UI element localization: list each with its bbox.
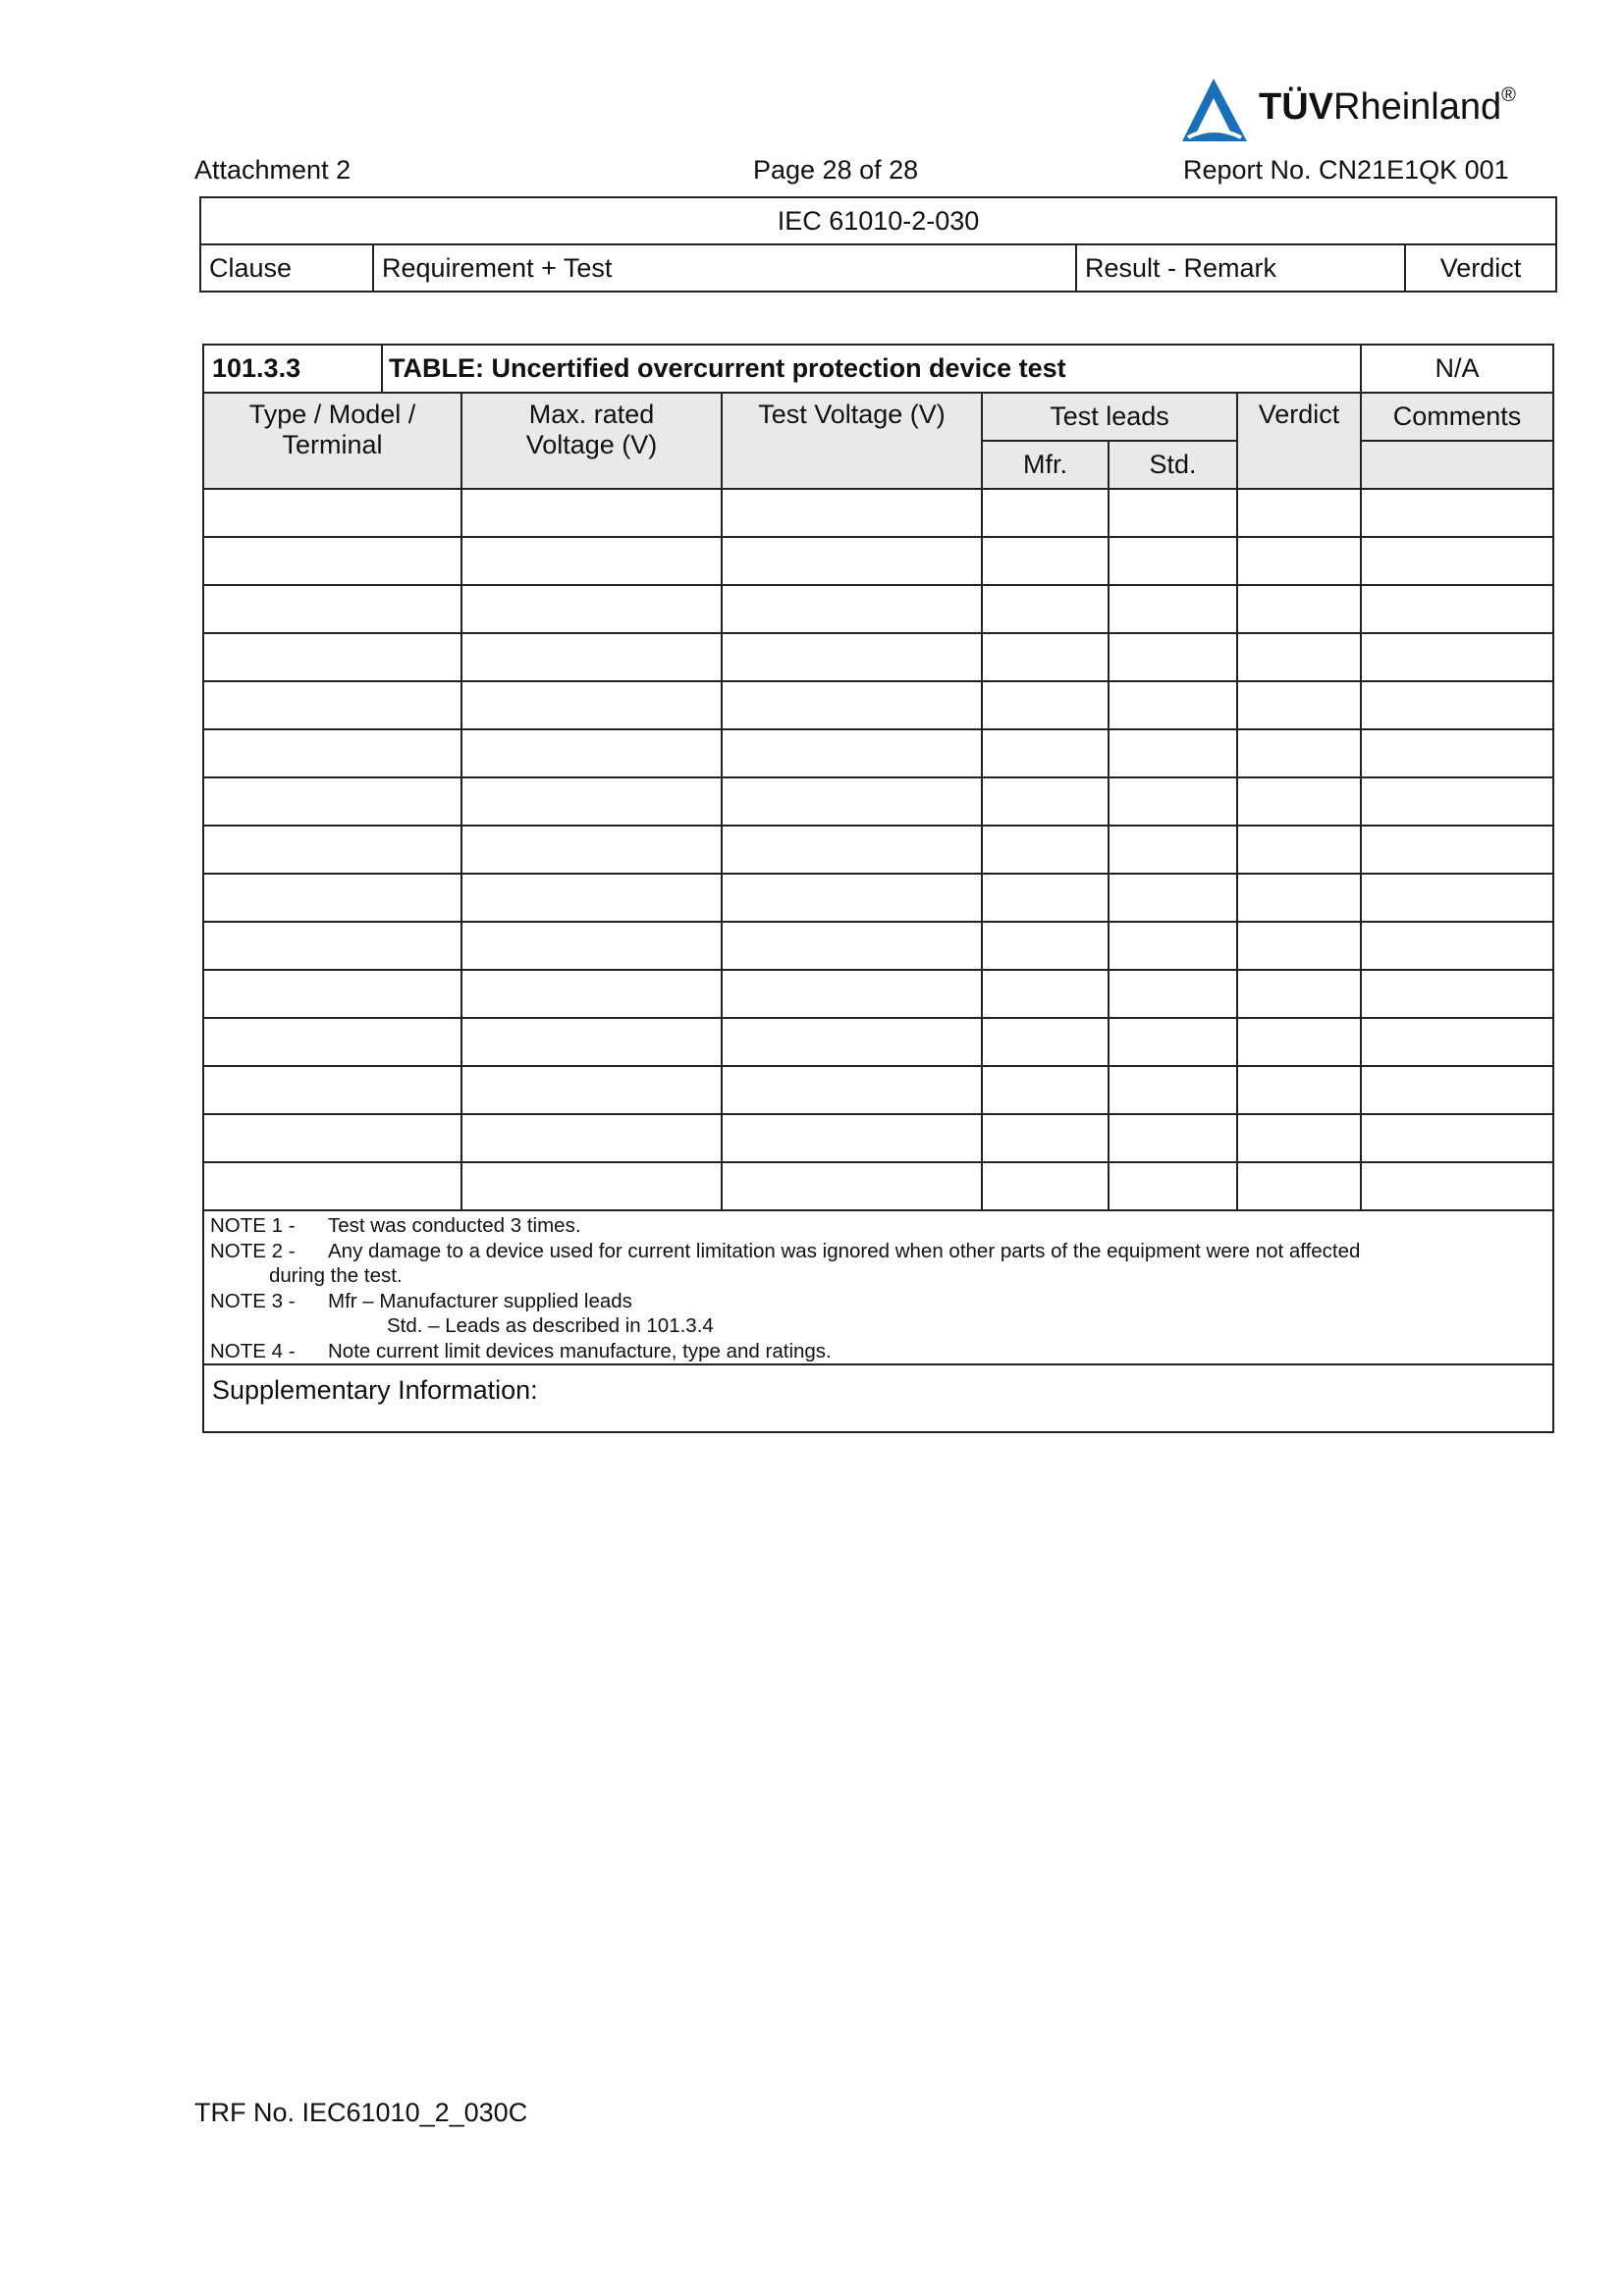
cell-max-voltage — [461, 537, 722, 585]
cell-test-voltage — [722, 585, 982, 633]
cell-verdict — [1237, 970, 1361, 1018]
cell-type — [203, 681, 461, 729]
cell-test-voltage — [722, 537, 982, 585]
cell-type — [203, 585, 461, 633]
cell-test-voltage — [722, 1018, 982, 1066]
cell-type — [203, 826, 461, 874]
table-row — [203, 1162, 1553, 1210]
cell-std — [1109, 729, 1237, 777]
table-row — [203, 874, 1553, 922]
cell-std — [1109, 1066, 1237, 1114]
cell-verdict — [1237, 826, 1361, 874]
col-verdict: Verdict — [1405, 244, 1556, 292]
cell-max-voltage — [461, 585, 722, 633]
cell-type — [203, 537, 461, 585]
cell-type — [203, 970, 461, 1018]
cell-std — [1109, 826, 1237, 874]
table-row — [203, 922, 1553, 970]
table-row — [203, 1018, 1553, 1066]
table-row — [203, 970, 1553, 1018]
cell-comments — [1361, 1018, 1553, 1066]
cell-test-voltage — [722, 681, 982, 729]
col-result: Result - Remark — [1076, 244, 1405, 292]
cell-verdict — [1237, 1162, 1361, 1210]
clause-number: 101.3.3 — [203, 345, 382, 393]
table-row — [203, 633, 1553, 681]
cell-type — [203, 1162, 461, 1210]
cell-verdict — [1237, 489, 1361, 537]
cell-type — [203, 1066, 461, 1114]
table-row — [203, 826, 1553, 874]
cell-max-voltage — [461, 729, 722, 777]
cell-test-voltage — [722, 874, 982, 922]
cell-mfr — [982, 1162, 1109, 1210]
cell-std — [1109, 585, 1237, 633]
cell-comments — [1361, 729, 1553, 777]
cell-std — [1109, 633, 1237, 681]
col-test-voltage: Test Voltage (V) — [722, 393, 982, 489]
page-number: Page 28 of 28 — [753, 155, 919, 185]
col-clause: Clause — [200, 244, 373, 292]
note-1: NOTE 1 - Test was conducted 3 times. — [210, 1214, 581, 1237]
standard-header-table — [199, 196, 1557, 293]
table-row — [203, 489, 1553, 537]
cell-mfr — [982, 1066, 1109, 1114]
col-type-model: Type / Model / Terminal — [203, 393, 461, 489]
col-std: Std. — [1109, 441, 1237, 489]
cell-type — [203, 1018, 461, 1066]
cell-max-voltage — [461, 633, 722, 681]
cell-mfr — [982, 970, 1109, 1018]
note-2-cont: during the test. — [269, 1264, 403, 1287]
cell-verdict — [1237, 681, 1361, 729]
cell-std — [1109, 922, 1237, 970]
cell-max-voltage — [461, 826, 722, 874]
table-verdict: N/A — [1361, 345, 1553, 393]
cell-verdict — [1237, 729, 1361, 777]
note-3: NOTE 3 - Mfr – Manufacturer supplied leads — [210, 1289, 632, 1312]
cell-std — [1109, 537, 1237, 585]
cell-std — [1109, 777, 1237, 826]
cell-mfr — [982, 1018, 1109, 1066]
col-comments-sub — [1361, 441, 1553, 489]
cell-max-voltage — [461, 777, 722, 826]
cell-test-voltage — [722, 1162, 982, 1210]
cell-max-voltage — [461, 1114, 722, 1162]
cell-mfr — [982, 874, 1109, 922]
cell-type — [203, 633, 461, 681]
cell-comments — [1361, 970, 1553, 1018]
col-max-voltage: Max. rated Voltage (V) — [461, 393, 722, 489]
cell-std — [1109, 489, 1237, 537]
table-row — [203, 729, 1553, 777]
table-row — [203, 681, 1553, 729]
cell-comments — [1361, 1114, 1553, 1162]
cell-comments — [1361, 633, 1553, 681]
cell-test-voltage — [722, 922, 982, 970]
cell-verdict — [1237, 1114, 1361, 1162]
cell-comments — [1361, 874, 1553, 922]
cell-comments — [1361, 922, 1553, 970]
cell-verdict — [1237, 1066, 1361, 1114]
cell-comments — [1361, 826, 1553, 874]
cell-type — [203, 489, 461, 537]
cell-test-voltage — [722, 1114, 982, 1162]
cell-comments — [1361, 489, 1553, 537]
cell-type — [203, 777, 461, 826]
col-verdict: Verdict — [1237, 393, 1361, 489]
cell-mfr — [982, 633, 1109, 681]
cell-test-voltage — [722, 970, 982, 1018]
cell-std — [1109, 874, 1237, 922]
cell-std — [1109, 970, 1237, 1018]
cell-max-voltage — [461, 489, 722, 537]
cell-max-voltage — [461, 1018, 722, 1066]
triangle-logo-icon — [1178, 77, 1249, 145]
cell-mfr — [982, 826, 1109, 874]
cell-max-voltage — [461, 1066, 722, 1114]
cell-mfr — [982, 537, 1109, 585]
note-4: NOTE 4 - Note current limit devices manufacture, type and ratings. — [210, 1339, 832, 1362]
cell-comments — [1361, 585, 1553, 633]
report-number: Report No. CN21E1QK 001 — [1183, 155, 1509, 185]
cell-test-voltage — [722, 826, 982, 874]
table-title: TABLE: Uncertified overcurrent protection device test — [382, 345, 1361, 393]
cell-std — [1109, 1018, 1237, 1066]
cell-test-voltage — [722, 1066, 982, 1114]
cell-verdict — [1237, 777, 1361, 826]
supplementary-information: Supplementary Information: — [203, 1364, 1553, 1432]
table-row — [203, 1066, 1553, 1114]
cell-comments — [1361, 1162, 1553, 1210]
cell-test-voltage — [722, 777, 982, 826]
cell-mfr — [982, 489, 1109, 537]
cell-comments — [1361, 777, 1553, 826]
notes-block — [203, 1210, 1553, 1364]
trf-number: TRF No. IEC61010_2_030C — [194, 2098, 528, 2127]
cell-mfr — [982, 585, 1109, 633]
cell-verdict — [1237, 874, 1361, 922]
cell-std — [1109, 1162, 1237, 1210]
cell-max-voltage — [461, 874, 722, 922]
col-test-leads: Test leads — [982, 393, 1237, 441]
col-comments: Comments — [1361, 393, 1553, 441]
table-row — [203, 537, 1553, 585]
cell-test-voltage — [722, 729, 982, 777]
cell-verdict — [1237, 537, 1361, 585]
cell-mfr — [982, 729, 1109, 777]
table-row — [203, 1114, 1553, 1162]
cell-verdict — [1237, 922, 1361, 970]
logo-wordmark: TÜVRheinland® — [1259, 84, 1516, 128]
cell-comments — [1361, 537, 1553, 585]
cell-test-voltage — [722, 489, 982, 537]
cell-mfr — [982, 922, 1109, 970]
attachment-label: Attachment 2 — [194, 155, 352, 185]
cell-std — [1109, 681, 1237, 729]
cell-type — [203, 729, 461, 777]
cell-max-voltage — [461, 970, 722, 1018]
cell-type — [203, 922, 461, 970]
cell-max-voltage — [461, 1162, 722, 1210]
standard-name: IEC 61010-2-030 — [200, 197, 1556, 244]
note-3-cont: Std. – Leads as described in 101.3.4 — [387, 1314, 714, 1337]
tuv-rheinland-logo — [1178, 77, 1532, 145]
table-row — [203, 777, 1553, 826]
cell-verdict — [1237, 585, 1361, 633]
cell-type — [203, 1114, 461, 1162]
cell-max-voltage — [461, 922, 722, 970]
cell-max-voltage — [461, 681, 722, 729]
cell-verdict — [1237, 633, 1361, 681]
col-requirement: Requirement + Test — [373, 244, 1076, 292]
cell-comments — [1361, 681, 1553, 729]
table-row — [203, 585, 1553, 633]
cell-std — [1109, 1114, 1237, 1162]
cell-mfr — [982, 777, 1109, 826]
cell-mfr — [982, 681, 1109, 729]
cell-comments — [1361, 1066, 1553, 1114]
note-2: NOTE 2 - Any damage to a device used for current limitation was ignored when other parts of the equipment were not affected — [210, 1239, 1361, 1262]
cell-mfr — [982, 1114, 1109, 1162]
col-mfr: Mfr. — [982, 441, 1109, 489]
cell-type — [203, 874, 461, 922]
cell-verdict — [1237, 1018, 1361, 1066]
overcurrent-test-table — [202, 344, 1554, 1433]
cell-test-voltage — [722, 633, 982, 681]
